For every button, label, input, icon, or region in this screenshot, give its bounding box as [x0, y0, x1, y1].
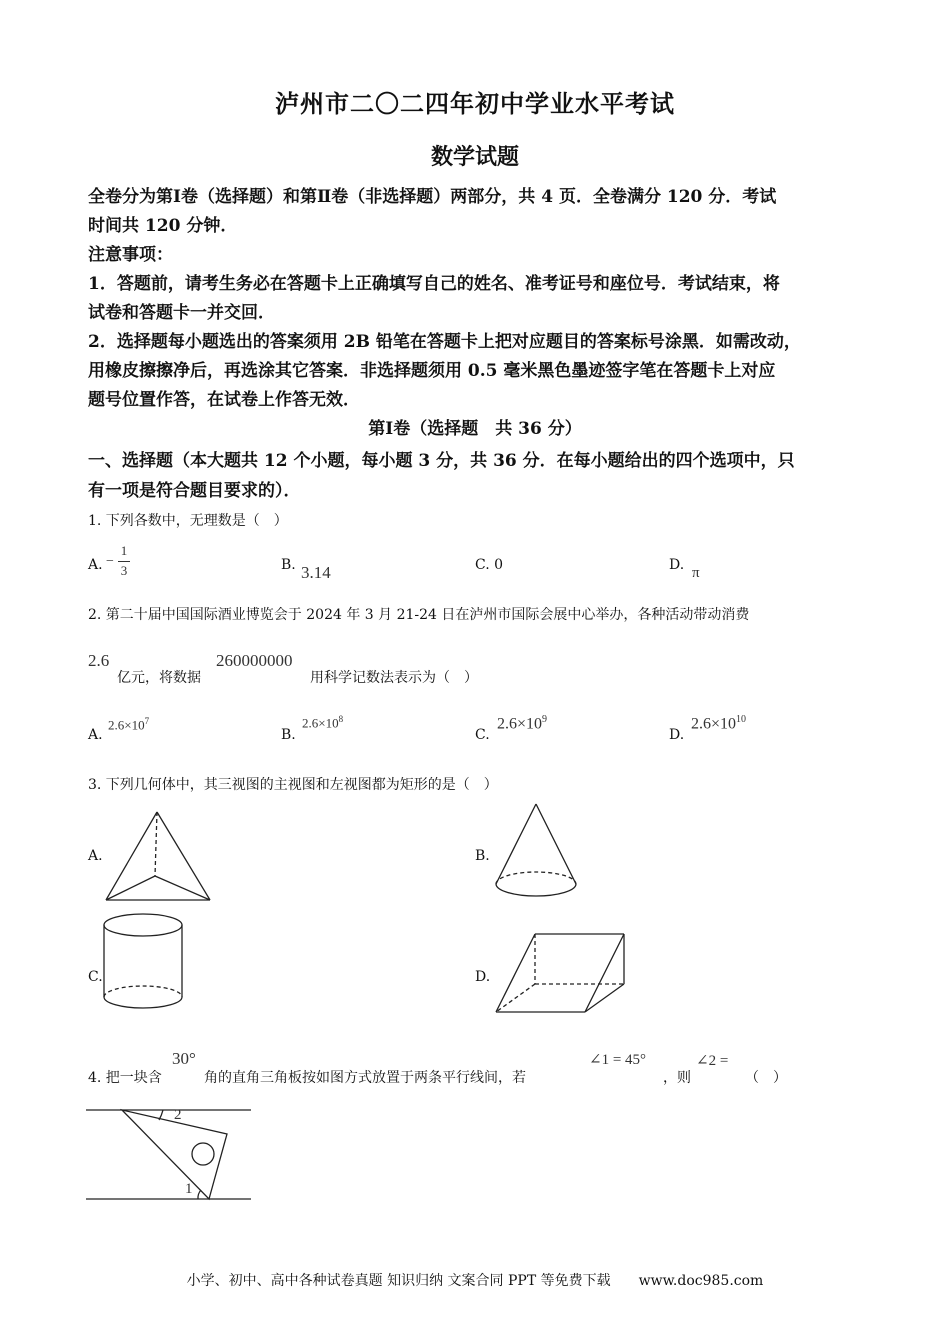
intro-line-2: 时间共 120 分钟． — [88, 216, 238, 236]
q1-option-a-denominator: 3 — [120, 563, 128, 578]
q2-option-b-value — [302, 714, 343, 731]
fraction-bar — [118, 561, 130, 562]
note-2-line-1: 2．选择题每小题选出的答案须用 2B 铅笔在答题卡上把对应题目的答案标号涂黑．如需改动， — [88, 332, 801, 352]
q2-option-b-label: B. — [281, 727, 296, 743]
q2-option-c-label: C. — [475, 727, 490, 743]
section-instruction-line-2: 有一项是符合题目要求的）． — [88, 481, 301, 501]
question-4-stem-part-3: ，则 — [663, 1070, 691, 1086]
intro-line-1: 全卷分为第Ⅰ卷（选择题）和第Ⅱ卷（非选择题）两部分，共 4 页．全卷满分 120 分．考试 — [88, 187, 777, 207]
q3-option-b-label: B. — [475, 848, 490, 864]
q2-option-a-exponent: 7 — [144, 716, 150, 726]
question-4-stem-part-4: （ ） — [745, 1070, 787, 1086]
q2-option-d-value — [691, 714, 746, 733]
question-1-stem: 1. 下列各数中，无理数是（ ） — [88, 513, 288, 529]
q4-figure-label-2: 2 — [174, 1107, 182, 1123]
q2-option-a-value — [108, 716, 149, 733]
page-subtitle: 数学试题 — [430, 144, 519, 170]
q3-option-a-label: A. — [88, 848, 103, 864]
q2-option-c-exponent: 9 — [542, 714, 548, 725]
q4-figure-triangle-ruler — [0, 0, 1, 1]
question-2-stem: 2. 第二十届中国国际酒业博览会于 2024 年 3 月 21-24 日在泸州市国际会展中心举办，各种活动带动消费 — [88, 607, 750, 623]
section-heading: 第Ⅰ卷（选择题 共 36 分） — [368, 419, 582, 439]
page-footer: 小学、初中、高中各种试卷真题 知识归纳 文案合同 PPT 等免费下载 www.doc985.com — [186, 1273, 764, 1289]
q2-value-2: 260000000 — [216, 651, 293, 670]
q1-option-d-label: D. — [669, 557, 685, 573]
q2-option-b-base: 2.6×10 — [302, 715, 339, 731]
q1-option-c-label: C. 0 — [475, 557, 504, 573]
section-instruction-line-1: 一、选择题（本大题共 12 个小题，每小题 3 分，共 36 分．在每小题给出的四个选项中，只 — [88, 451, 795, 471]
q2-option-a-label: A. — [88, 727, 103, 743]
page-title: 泸州市二〇二四年初中学业水平考试 — [275, 89, 675, 118]
note-2-line-3: 题号位置作答，在试卷上作答无效． — [88, 390, 360, 410]
q2-option-a-base: 2.6×10 — [108, 717, 145, 733]
note-2-line-2: 用橡皮擦擦净后，再选涂其它答案．非选择题须用 0.5 毫米黑色墨迹签字笔在答题卡上对应 — [88, 361, 776, 381]
q2-option-d-exponent: 10 — [736, 714, 747, 725]
q2-value-1: 2.6 — [88, 651, 110, 670]
q1-option-b-label: B. — [281, 557, 296, 573]
question-3-stem: 3. 下列几何体中，其三视图的主视图和左视图都为矩形的是（ ） — [88, 777, 498, 793]
q4-condition-value: ∠1 = 45° — [589, 1052, 647, 1068]
q1-option-a-sign: − — [106, 554, 114, 569]
q2-text-1: 亿元，将数据 — [117, 670, 201, 686]
question-4-stem-part-1: 4. 把一块含 — [88, 1070, 162, 1086]
q2-option-d-label: D. — [669, 727, 685, 743]
notes-heading: 注意事项： — [88, 245, 173, 265]
q4-figure-label-1: 1 — [185, 1181, 193, 1197]
q1-option-a-label: A. — [88, 557, 103, 573]
q1-option-a-numerator: 1 — [120, 543, 128, 558]
q2-text-2: 用科学记数法表示为（ ） — [310, 670, 478, 686]
q2-option-b-exponent: 8 — [338, 714, 344, 724]
q2-option-c-value — [497, 714, 547, 733]
question-4-stem-part-2: 角的直角三角板按如图方式放置于两条平行线间，若 — [204, 1070, 526, 1086]
q4-ask-value: ∠2 = — [696, 1053, 729, 1069]
q3-option-c-label: C. — [88, 969, 103, 985]
q2-option-c-base: 2.6×10 — [497, 715, 543, 733]
q1-option-d-value: π — [692, 565, 700, 581]
q3-option-d-label: D. — [475, 969, 491, 985]
q1-option-b-value: 3.14 — [301, 563, 331, 582]
note-1-line-1: 1．答题前，请考生务必在答题卡上正确填写自己的姓名、准考证号和座位号．考试结束，将 — [88, 274, 780, 294]
q2-option-d-base: 2.6×10 — [691, 715, 737, 733]
note-1-line-2: 试卷和答题卡一并交回． — [88, 303, 275, 323]
q4-angle-value: 30° — [172, 1049, 196, 1068]
